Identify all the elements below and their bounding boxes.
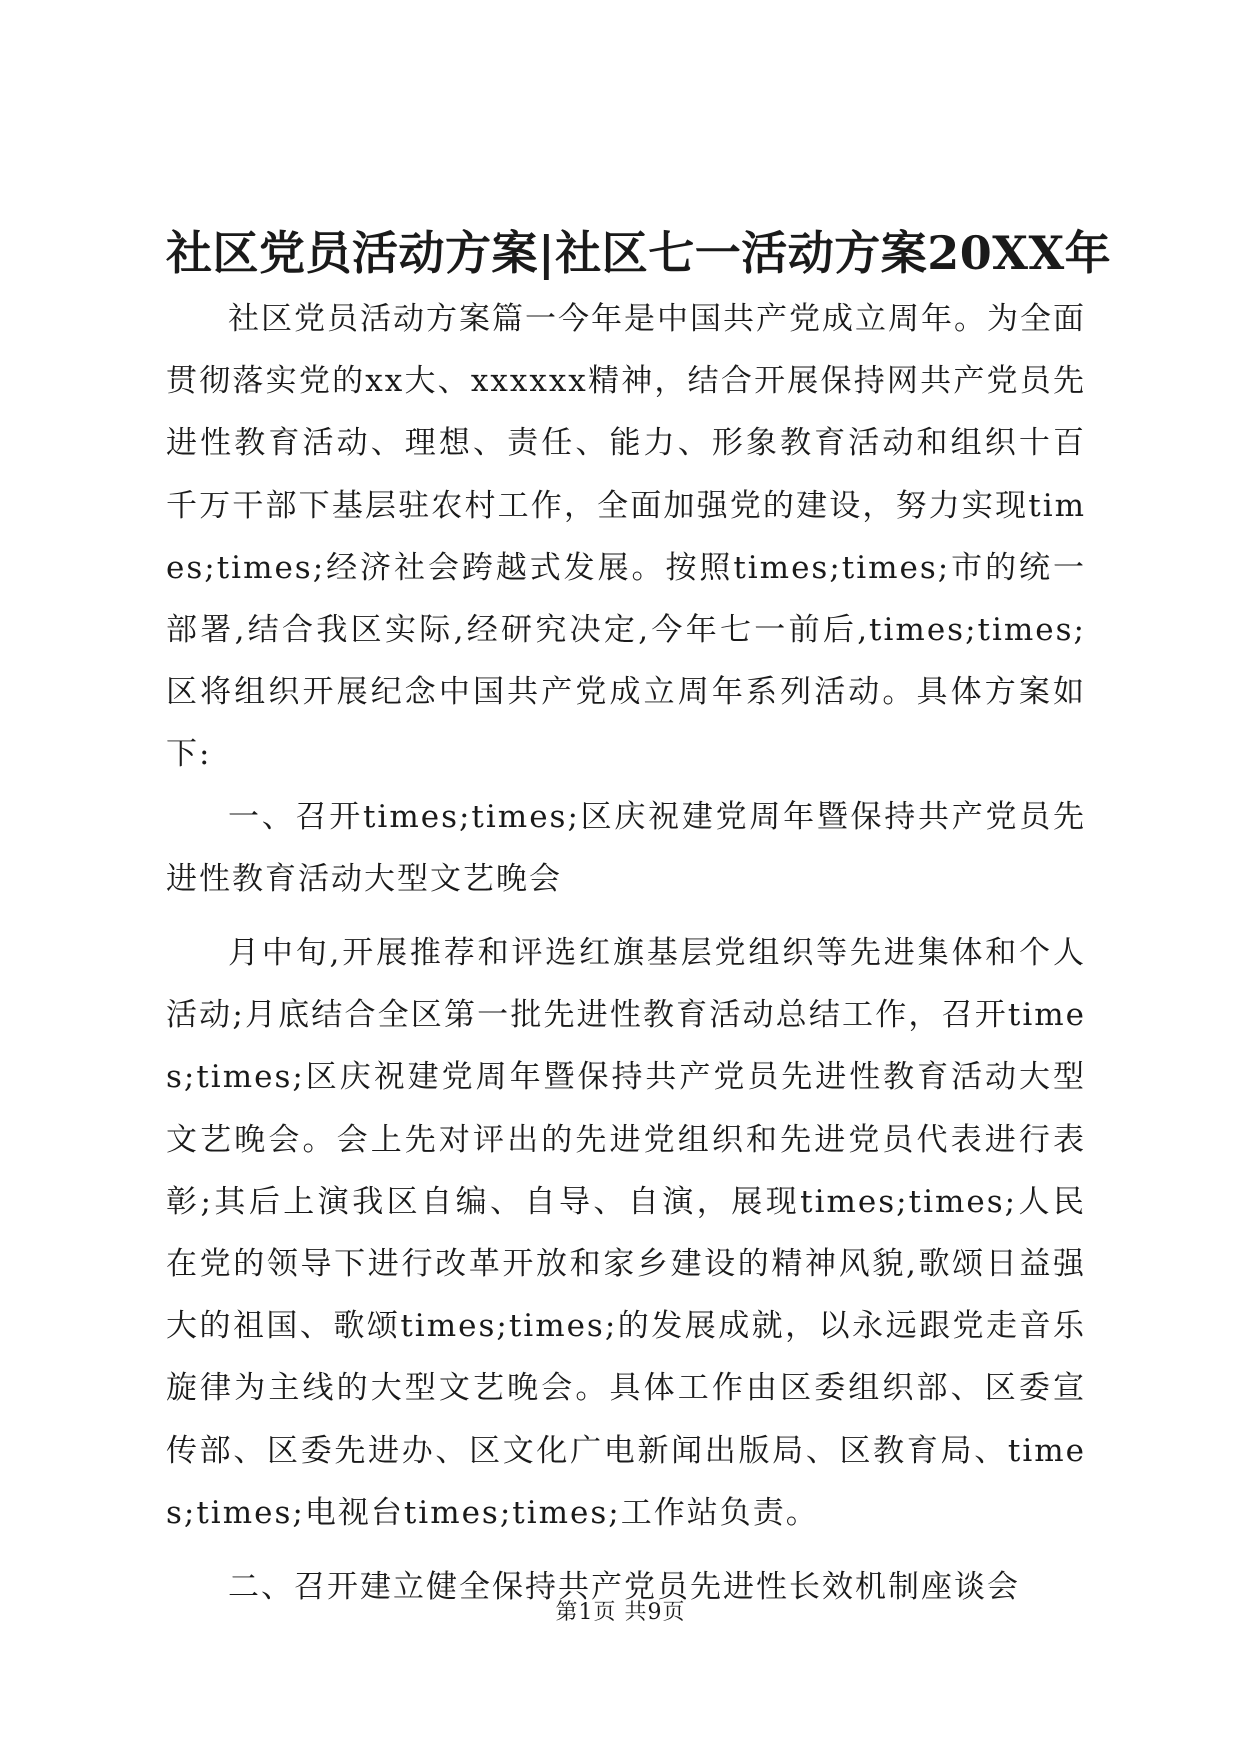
paragraph-intro: 社区党员活动方案篇一今年是中国共产党成立周年。为全面贯彻落实党的xx大、xxxxxx精神，结合开展保持网共产党员先进性教育活动、理想、责任、能力、形象教育活动和组织十百千万干部下基层驻农村工作，全面加强党的建设，努力实现times;times;经济社会跨越式发展。按照times;times;市的统一部署,结合我区实际,经研究决定,今年七一前后,times;times;区将组织开展纪念中国共产党成立周年系列活动。具体方案如下: <box>166 301 1086 773</box>
document-body <box>166 288 1086 1618</box>
page-number-footer: 第1页 共9页 <box>555 1600 686 1625</box>
paragraph-section-1: 月中旬,开展推荐和评选红旗基层党组织等先进集体和个人活动;月底结合全区第一批先进性教育活动总结工作，召开times;times;区庆祝建党周年暨保持共产党员先进性教育活动大型文艺晚会。会上先对评出的先进党组织和先进党员代表进行表彰;其后上演我区自编、自导、自演，展现times;times;人民在党的领导下进行改革开放和家乡建设的精神风貌,歌颂日益强大的祖国、歌颂times;times;的发展成就，以永远跟党走音乐旋律为主线的大型文艺晚会。具体工作由区委组织部、区委宣传部、区委先进办、区文化广电新闻出版局、区教育局、times;times;电视台times;times;工作站负责。 <box>166 935 1086 1531</box>
section-heading-1: 一、召开times;times;区庆祝建党周年暨保持共产党员先进性教育活动大型文艺晚会 <box>166 798 1086 897</box>
document-title: 社区党员活动方案|社区七一活动方案20XX年 <box>166 226 1112 280</box>
section-heading-2: 二、召开建立健全保持共产党员先进性长效机制座谈会 <box>228 1569 1020 1606</box>
